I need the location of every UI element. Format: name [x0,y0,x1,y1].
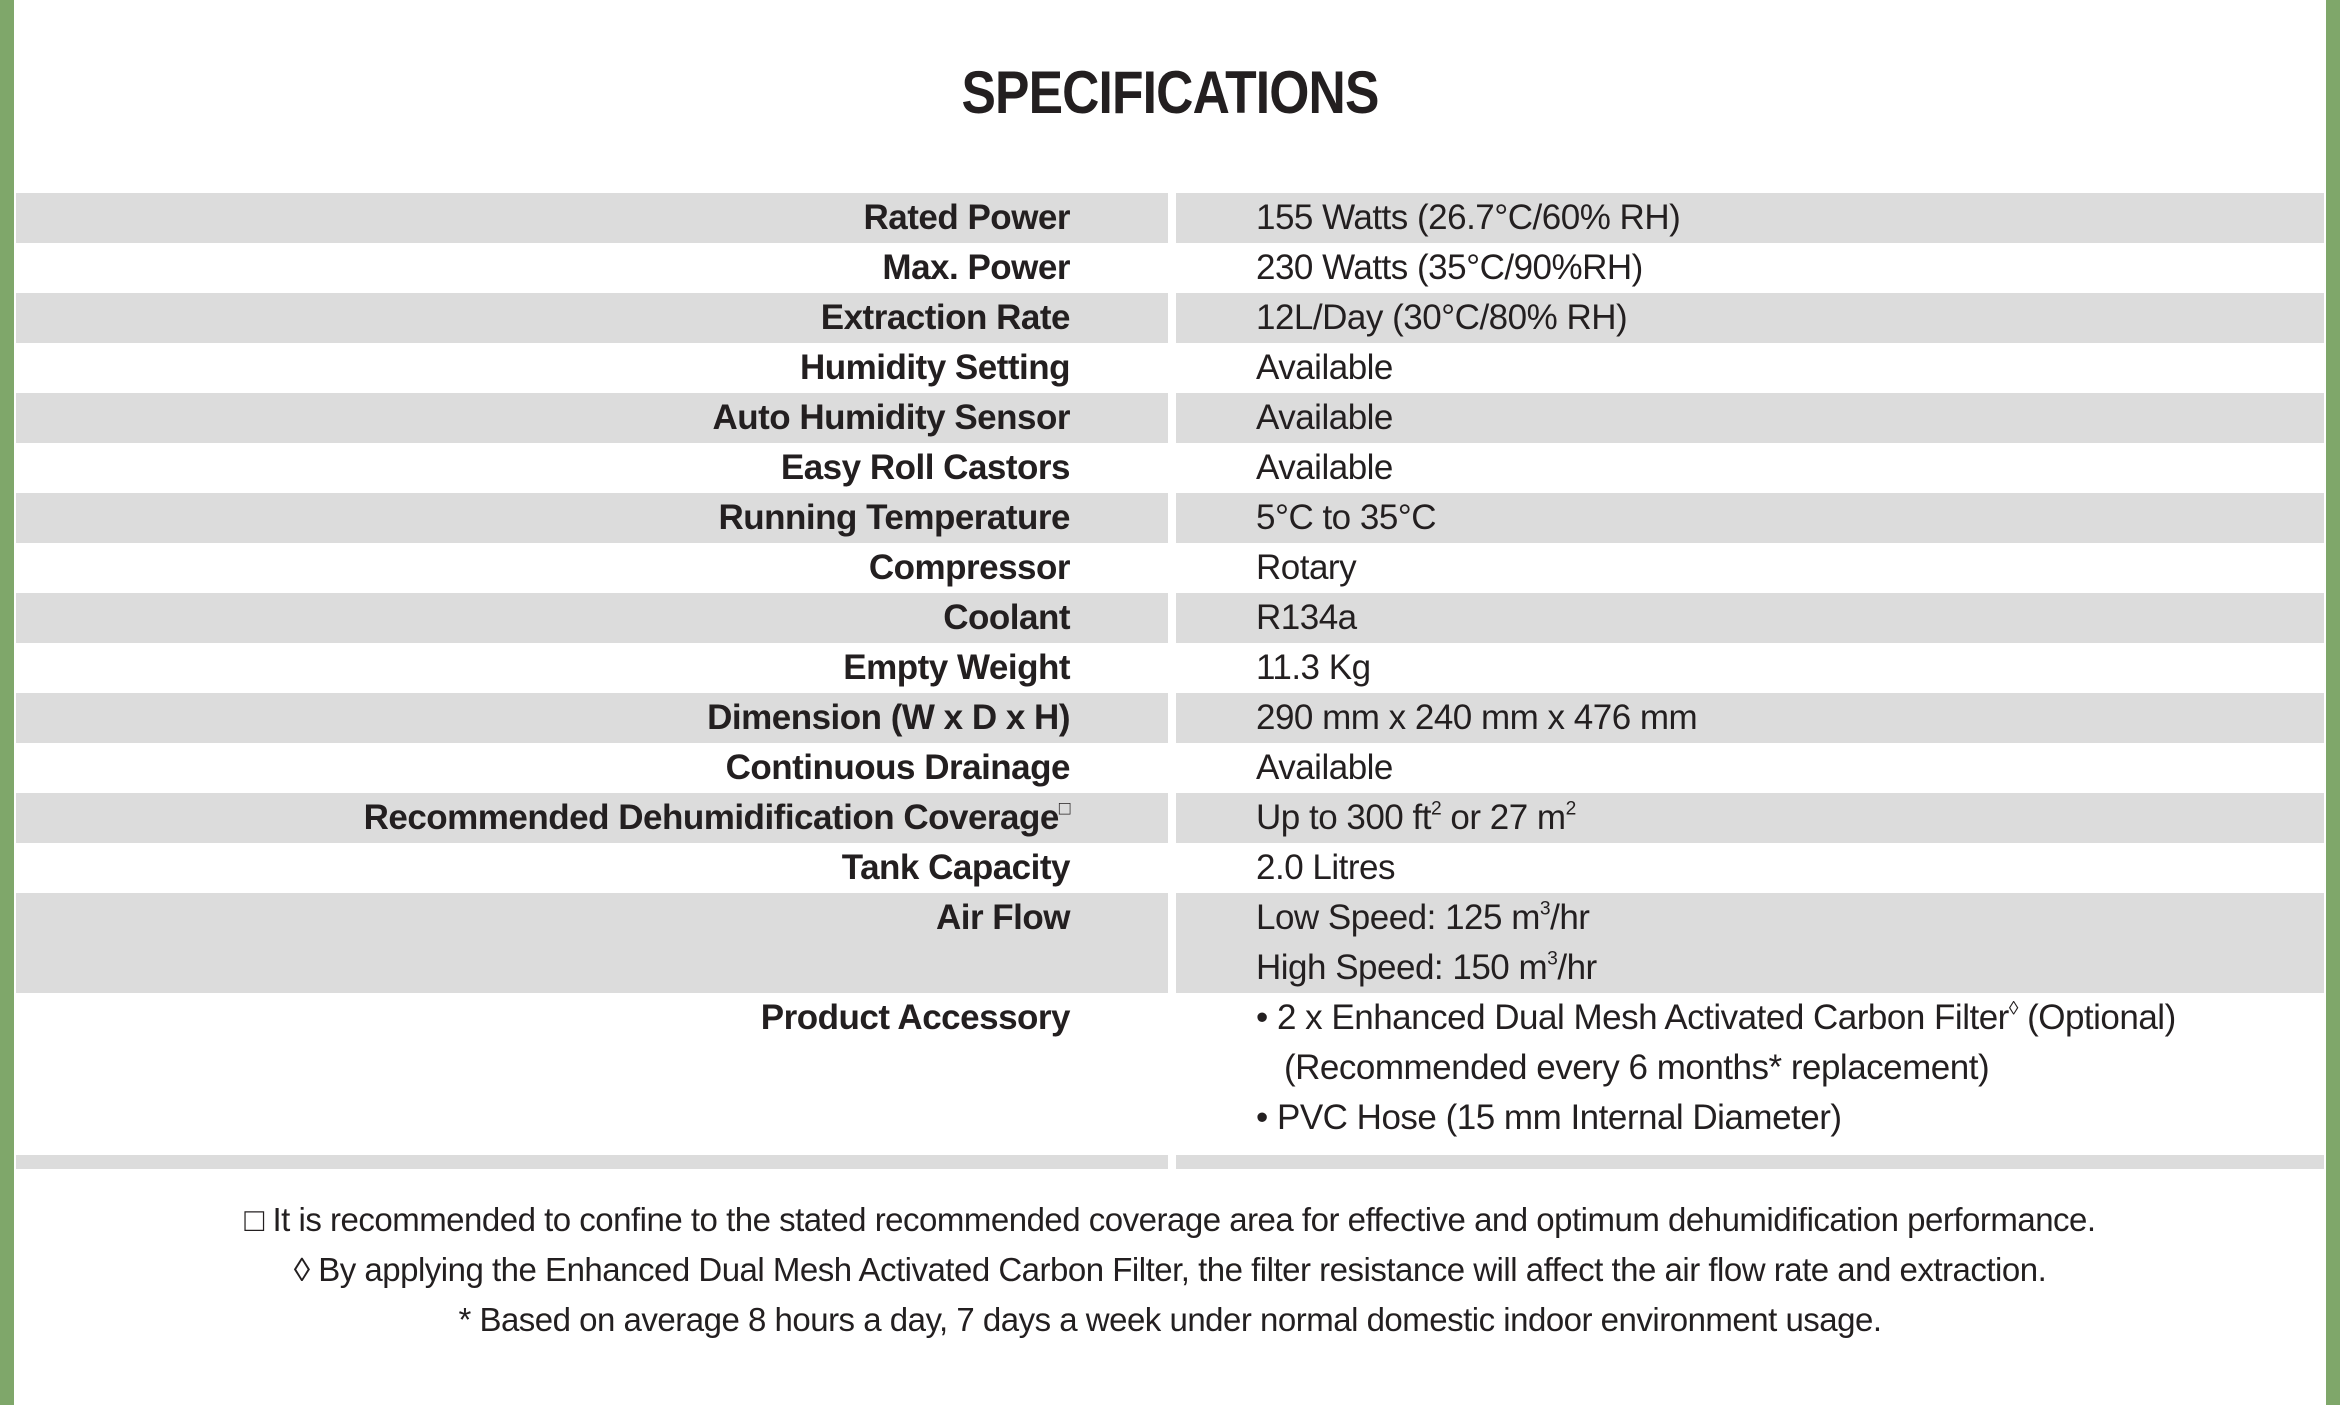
spec-label: Tank Capacity [841,848,1070,887]
accessory-item-pvc-hose: • PVC Hose (15 mm Internal Diameter) [1256,1098,1842,1137]
accessory-item-carbon-filter: • 2 x Enhanced Dual Mesh Activated Carbon Filter◊ (Optional) [1256,998,2176,1037]
spec-row-easy-roll-castors [16,443,2324,493]
spec-row-humidity-setting [16,343,2324,393]
air-flow-low-speed: Low Speed: 125 $m^3/hr$ [1256,898,1590,937]
table-end-bar [16,1155,2324,1169]
spec-row-extraction-rate [16,293,2324,343]
spec-value: 12L/Day (30°C/80% RH) [1176,293,2324,343]
spec-value [1176,993,2324,1143]
specifications-table [16,193,2324,1169]
spec-label: Rated Power [16,193,1168,243]
spec-label: Coolant [16,593,1168,643]
spec-value: Rotary [1256,548,1357,587]
spec-label: Humidity Setting [799,348,1070,387]
coverage-sup-ft: 2 [1430,798,1442,820]
footnotes [0,1195,2340,1345]
spec-row-compressor [16,543,2324,593]
coverage-footnote-mark: □ [1058,798,1070,820]
spec-row-air-flow [16,893,2324,993]
spec-value: Available [1256,348,1393,387]
accessory-item-carbon-filter-note: (Recommended every 6 months* replacement) [1284,1048,1990,1087]
coverage-value-m: or 27 m [1441,798,1566,837]
spec-value: 2.0 Litres [1256,848,1395,887]
spec-label: Dimension (W x D x H) [16,693,1168,743]
spec-label: Easy Roll Castors [780,448,1070,487]
spec-value: Available [1176,393,2324,443]
spec-value [1176,793,2324,843]
spec-value: 11.3 Kg [1256,648,1371,687]
spec-row-max-power [16,243,2324,293]
spec-label: Product Accessory [760,998,1070,1037]
spec-row-empty-weight [16,643,2324,693]
spec-row-tank-capacity [16,843,2324,893]
filter-footnote-mark: ◊ [2008,998,2018,1020]
spec-label: Running Temperature [16,493,1168,543]
coverage-value-ft: Up to 300 ft [1256,798,1431,837]
air-flow-high-speed: High Speed: 150 $m^3/hr$ [1256,948,1597,987]
spec-value: 155 Watts (26.7°C/60% RH) [1176,193,2324,243]
coverage-label: Recommended Dehumidification Coverage [363,798,1059,837]
spec-row-product-accessory [16,993,2324,1143]
spec-value: 5°C to 35°C [1176,493,2324,543]
spec-label: Auto Humidity Sensor [16,393,1168,443]
footnote-filter: ◊ By applying the Enhanced Dual Mesh Activated Carbon Filter, the filter resistance will affect the air flow rate and extraction. [293,1251,2047,1288]
page-title: SPECIFICATIONS [961,59,1379,126]
spec-label: Air Flow [16,893,1168,993]
spec-row-coverage [16,793,2324,843]
spec-value [1176,893,2324,993]
spec-label [16,793,1168,843]
coverage-sup-m: 2 [1565,798,1576,820]
spec-label: Empty Weight [843,648,1070,687]
spec-row-continuous-drainage [16,743,2324,793]
spec-row-auto-humidity-sensor [16,393,2324,443]
spec-value: 230 Watts (35°C/90%RH) [1256,248,1643,287]
spec-value: R134a [1176,593,2324,643]
spec-label: Extraction Rate [16,293,1168,343]
spec-label: Compressor [868,548,1070,587]
footnote-coverage: □ It is recommended to confine to the stated recommended coverage area for effective and optimum dehumidification performance. [244,1201,2096,1238]
spec-value: Available [1256,448,1393,487]
spec-row-dimension [16,693,2324,743]
spec-label: Continuous Drainage [725,748,1070,787]
spec-value: Available [1256,748,1393,787]
spec-value: 290 mm x 240 mm x 476 mm [1176,693,2324,743]
footnote-usage: * Based on average 8 hours a day, 7 days a week under normal domestic indoor environment usage. [458,1301,1882,1338]
spec-row-coolant [16,593,2324,643]
spec-row-running-temperature [16,493,2324,543]
spec-row-rated-power [16,193,2324,243]
spec-label: Max. Power [882,248,1070,287]
